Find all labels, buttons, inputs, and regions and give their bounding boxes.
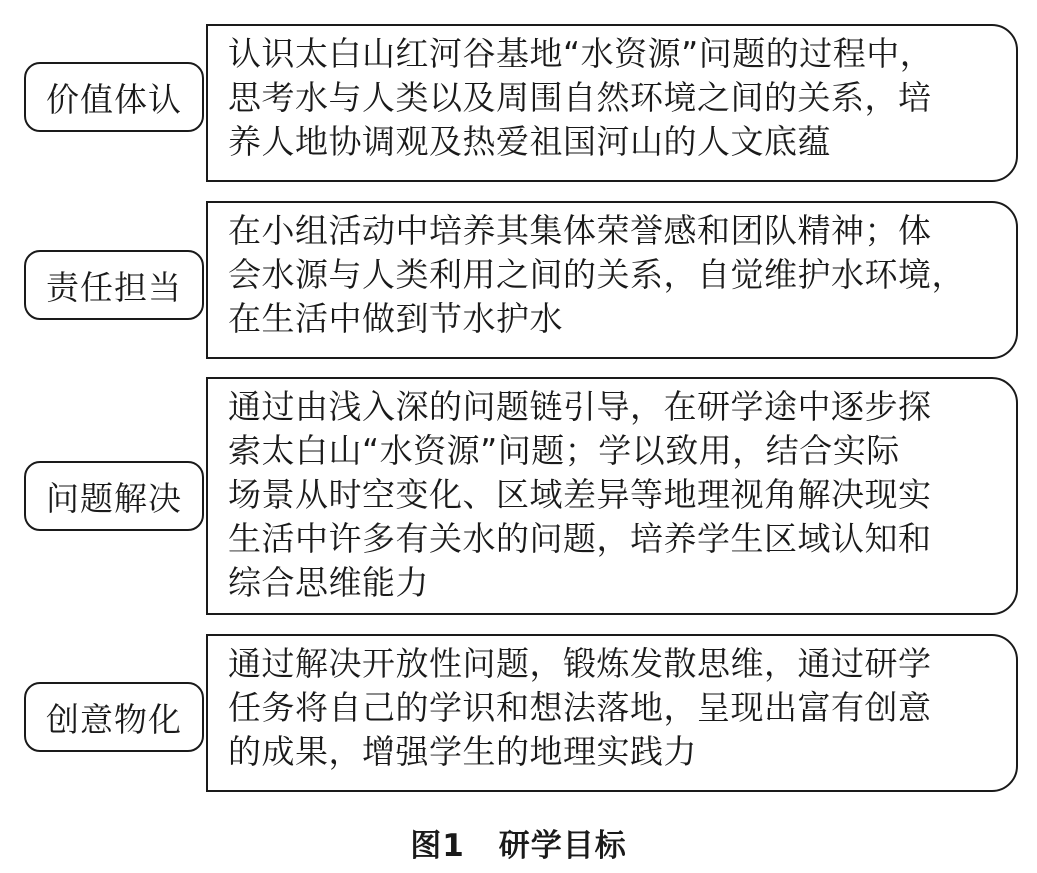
figure-title: 研学目标 <box>498 828 627 864</box>
goal-description-box: 通过由浅入深的问题链引导，在研学途中逐步探 索太白山“水资源”问题；学以致用，结合实际 场景从时空变化、区域差异等地理视角解决现实 生活中许多有关水的问题，培养学生区域认知和 综合思维能力 <box>206 377 1018 615</box>
goal-category-label: 问题解决 <box>24 461 204 531</box>
goal-category-label: 价值体认 <box>24 62 204 132</box>
goal-description-box: 认识太白山红河谷基地“水资源”问题的过程中， 思考水与人类以及周围自然环境之间的关系，培 养人地协调观及热爱祖国河山的人文底蕴 <box>206 24 1018 182</box>
goal-category-label: 创意物化 <box>24 682 204 752</box>
goal-description-box: 通过解决开放性问题，锻炼发散思维，通过研学 任务将自己的学识和想法落地，呈现出富有创意 的成果，增强学生的地理实践力 <box>206 634 1018 792</box>
figure-caption <box>0 820 1037 865</box>
goal-description-box: 在小组活动中培养其集体荣誉感和团队精神；体 会水源与人类利用之间的关系，自觉维护水环境， 在生活中做到节水护水 <box>206 201 1018 359</box>
figure-number: 图1 <box>410 828 465 864</box>
goal-category-label: 责任担当 <box>24 250 204 320</box>
